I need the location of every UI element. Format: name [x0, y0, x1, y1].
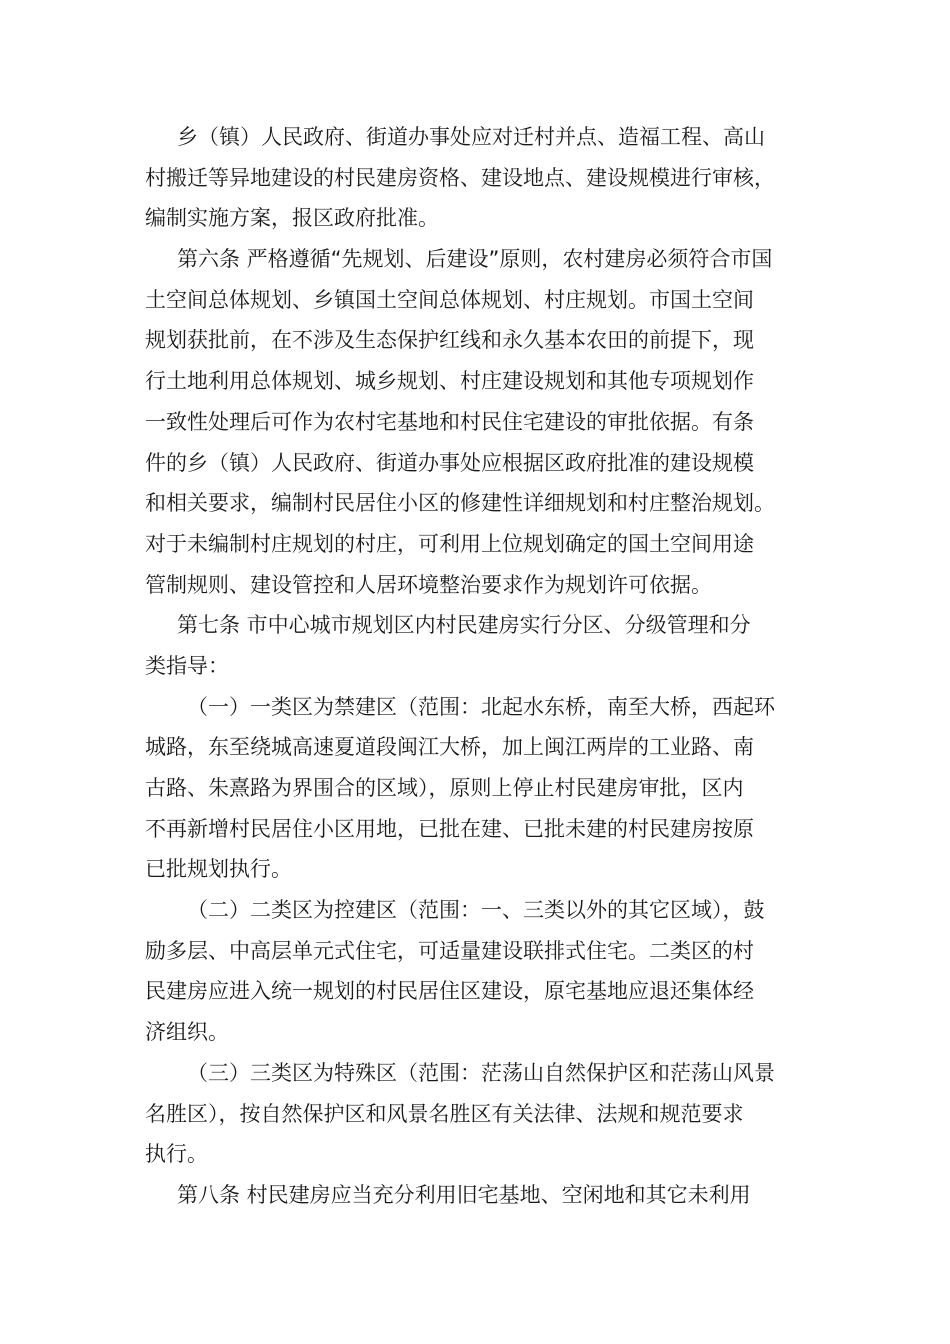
- text-line: （三）三类区为特殊区（范围：茫荡山自然保护区和茫荡山风景: [187, 1060, 775, 1085]
- text-line: 第七条 市中心城市规划区内村民建房实行分区、分级管理和分: [177, 613, 751, 638]
- text-line: 和相关要求，编制村民居住小区的修建性详细规划和村庄整治规划。: [145, 491, 775, 516]
- text-line: 编制实施方案，报区政府批准。: [145, 206, 439, 231]
- text-line: 类指导：: [145, 653, 229, 678]
- text-line: 村搬迁等异地建设的村民建房资格、建设地点、建设规模进行审核，: [145, 165, 775, 190]
- text-line: 古路、朱熹路为界围合的区域），原则上停止村民建房审批，区内: [145, 776, 744, 800]
- text-line: 规划获批前，在不涉及生态保护红线和永久基本农田的前提下，现: [145, 328, 754, 353]
- text-line: 第六条 严格遵循“先规划、后建设”原则，农村建房必须符合市国: [177, 247, 773, 272]
- text-line: 一致性处理后可作为农村宅基地和村民住宅建设的审批依据。有条: [145, 409, 754, 434]
- text-line: 管制规则、建设管控和人居环境整治要求作为规划许可依据。: [145, 572, 712, 597]
- text-line: 执行。: [145, 1142, 208, 1167]
- text-line: （一）一类区为禁建区（范围：北起水东桥，南至大桥，西起环: [187, 694, 775, 719]
- text-line: （二）二类区为控建区（范围：一、三类以外的其它区域），鼓: [187, 898, 765, 923]
- text-line: 不再新增村民居住小区用地，已批在建、已批未建的村民建房按原: [145, 816, 754, 841]
- text-line: 行土地利用总体规划、城乡规划、村庄建设规划和其他专项规划作: [145, 369, 754, 394]
- text-line: 件的乡（镇）人民政府、街道办事处应根据区政府批准的建设规模: [145, 450, 754, 475]
- document-page: [145, 117, 830, 1216]
- text-line: 名胜区），按自然保护区和风景名胜区有关法律、法规和规范要求: [145, 1101, 744, 1126]
- text-line: 对于未编制村庄规划的村庄，可利用上位规划确定的国土空间用途: [145, 531, 754, 556]
- text-line: 已批规划执行。: [145, 857, 292, 882]
- text-line: 土空间总体规划、乡镇国土空间总体规划、村庄规划。市国土空间: [145, 287, 754, 312]
- text-line: 济组织。: [145, 1020, 229, 1045]
- text-line: 乡（镇）人民政府、街道办事处应对迁村并点、造福工程、高山: [177, 125, 765, 149]
- text-line: 第八条 村民建房应当充分利用旧宅基地、空闲地和其它未利用: [177, 1182, 751, 1207]
- text-line: 民建房应进入统一规划的村民居住区建设，原宅基地应退还集体经: [145, 979, 754, 1004]
- text-line: 励多层、中高层单元式住宅，可适量建设联排式住宅。二类区的村: [145, 938, 754, 963]
- text-line: 城路，东至绕城高速夏道段闽江大桥，加上闽江两岸的工业路、南: [145, 735, 754, 760]
